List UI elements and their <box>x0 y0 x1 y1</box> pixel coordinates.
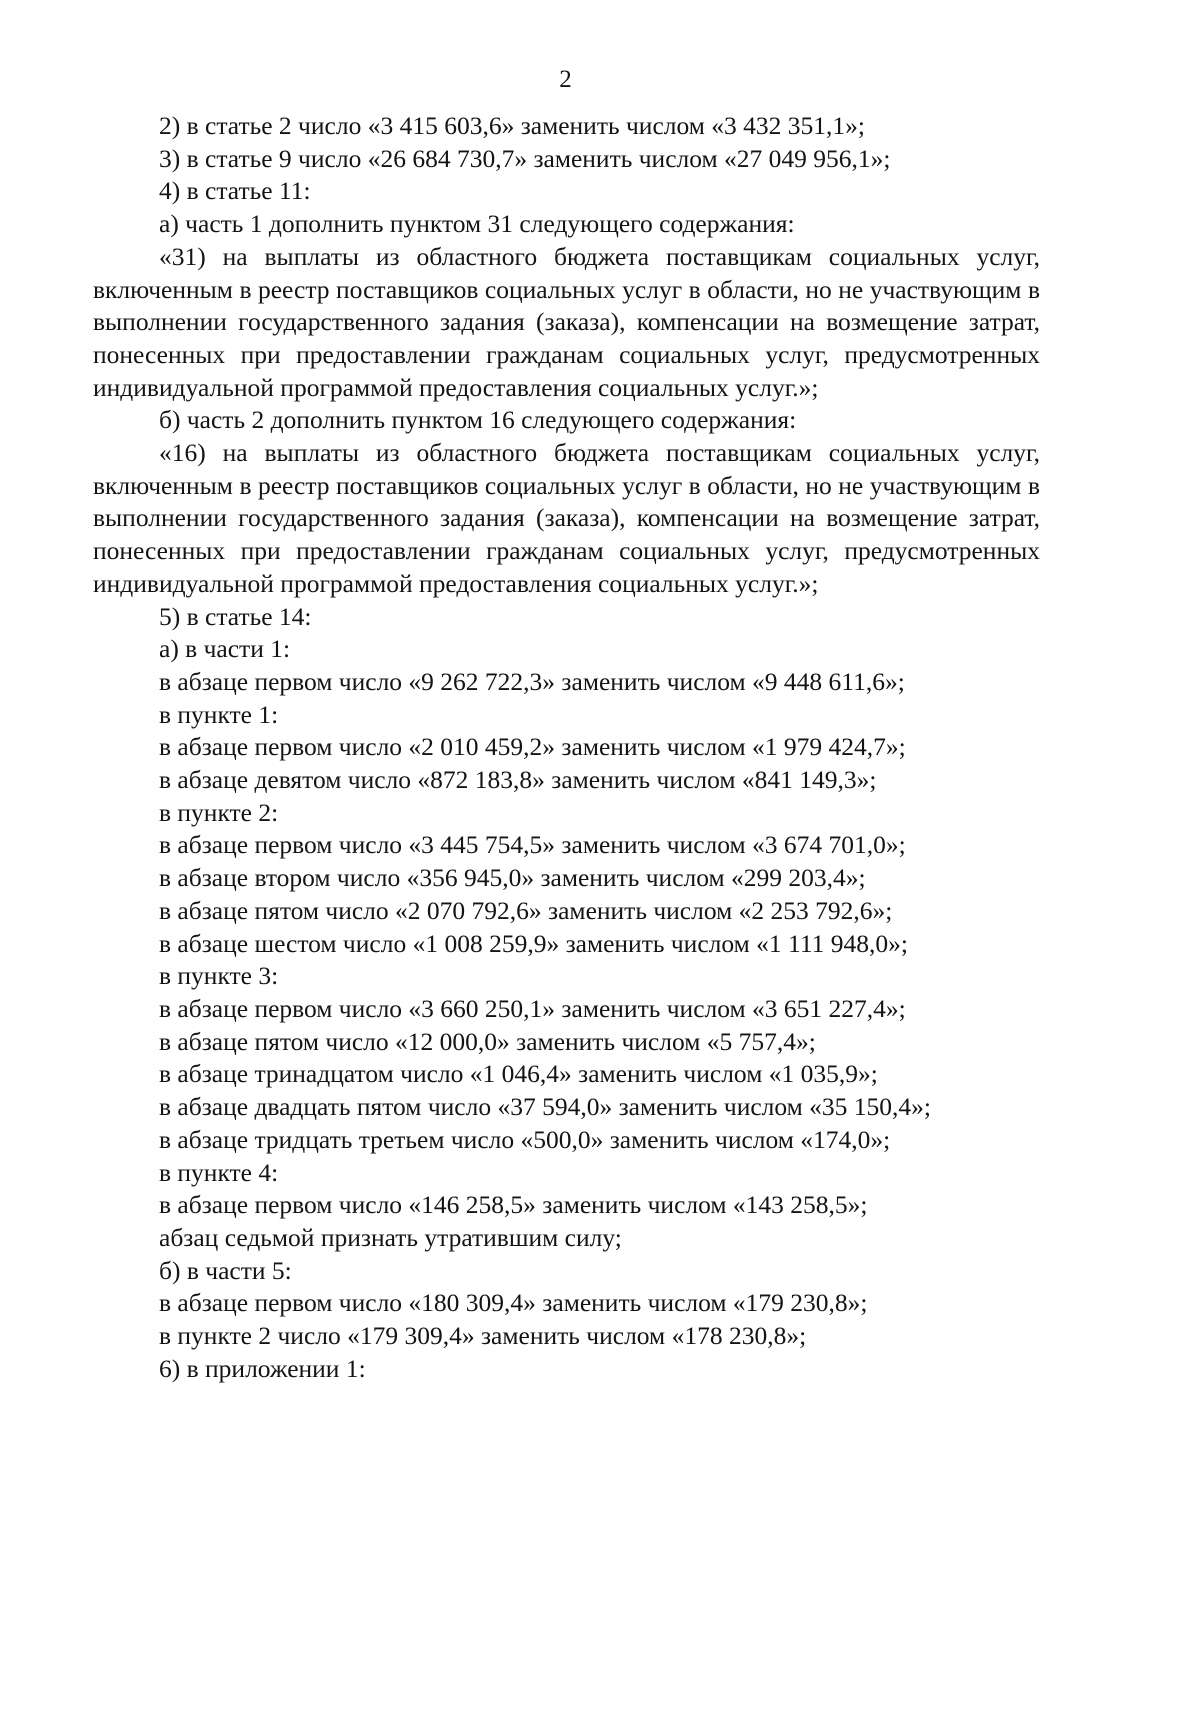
text-line: в пункте 2: <box>159 797 279 827</box>
text-line: в абзаце девятом число «872 183,8» заменить числом «841 149,3»; <box>159 765 877 795</box>
text-line: в абзаце первом число «3 660 250,1» заменить числом «3 651 227,4»; <box>159 993 906 1023</box>
text-line: 3) в статье 9 число «26 684 730,7» заменить числом «27 049 956,1»; <box>159 143 891 173</box>
text-line: в абзаце пятом число «12 000,0» заменить числом «5 757,4»; <box>159 1026 816 1056</box>
text-line: в пункте 1: <box>159 699 279 729</box>
text-line: в абзаце тридцать третьем число «500,0» заменить числом «174,0»; <box>159 1124 891 1154</box>
text-line: в абзаце двадцать пятом число «37 594,0» заменить числом «35 150,4»; <box>159 1092 931 1122</box>
text-line: в пункте 4: <box>159 1157 279 1187</box>
text-line: б) в части 5: <box>159 1255 292 1285</box>
text-line: в абзаце первом число «180 309,4» заменить числом «179 230,8»; <box>159 1288 868 1318</box>
text-line: б) часть 2 дополнить пунктом 16 следующего содержания: <box>159 405 797 435</box>
text-line: в пункте 3: <box>159 961 279 991</box>
page-number: 2 <box>559 66 572 93</box>
text-line: а) часть 1 дополнить пунктом 31 следующего содержания: <box>159 209 795 239</box>
text-line: а) в части 1: <box>159 634 291 664</box>
text-line: в абзаце тринадцатом число «1 046,4» заменить числом «1 035,9»; <box>159 1059 878 1089</box>
text-line: в абзаце первом число «9 262 722,3» заменить числом «9 448 611,6»; <box>159 666 905 696</box>
text-line: абзац седьмой признать утратившим силу; <box>159 1222 622 1252</box>
text-line: в абзаце втором число «356 945,0» заменить числом «299 203,4»; <box>159 863 866 893</box>
quoted-paragraph-16: «16) на выплаты из областного бюджета поставщикам социальных услуг, включенным в реестр поставщиков социальных услуг в области, но не участвующим в выполнении государственного задания (заказа), компенсации на возмещение затрат, понесенных при предоставлении гражданам социальных услуг, предусмотренных индивидуальной программой предоставления социальных услуг.»; <box>93 438 1040 598</box>
document-body <box>93 110 1040 1385</box>
text-line: в пункте 2 число «179 309,4» заменить числом «178 230,8»; <box>159 1321 807 1351</box>
text-line: 2) в статье 2 число «3 415 603,6» заменить числом «3 432 351,1»; <box>159 111 865 140</box>
text-line: в абзаце первом число «146 258,5» заменить числом «143 258,5»; <box>159 1190 868 1220</box>
text-line: в абзаце первом число «3 445 754,5» заменить числом «3 674 701,0»; <box>159 830 906 860</box>
text-line: в абзаце первом число «2 010 459,2» заменить числом «1 979 424,7»; <box>159 732 906 762</box>
text-line: 6) в приложении 1: <box>159 1353 366 1383</box>
text-line: 5) в статье 14: <box>159 601 312 631</box>
text-line: в абзаце пятом число «2 070 792,6» заменить числом «2 253 792,6»; <box>159 895 893 925</box>
text-line: 4) в статье 11: <box>159 176 311 206</box>
text-line: в абзаце шестом число «1 008 259,9» заменить числом «1 111 948,0»; <box>159 928 908 958</box>
quoted-paragraph-31: «31) на выплаты из областного бюджета поставщикам социальных услуг, включенным в реестр поставщиков социальных услуг в области, но не участвующим в выполнении государственного задания (заказа), компенсации на возмещение затрат, понесенных при предоставлении гражданам социальных услуг, предусмотренных индивидуальной программой предоставления социальных услуг.»; <box>93 241 1040 402</box>
